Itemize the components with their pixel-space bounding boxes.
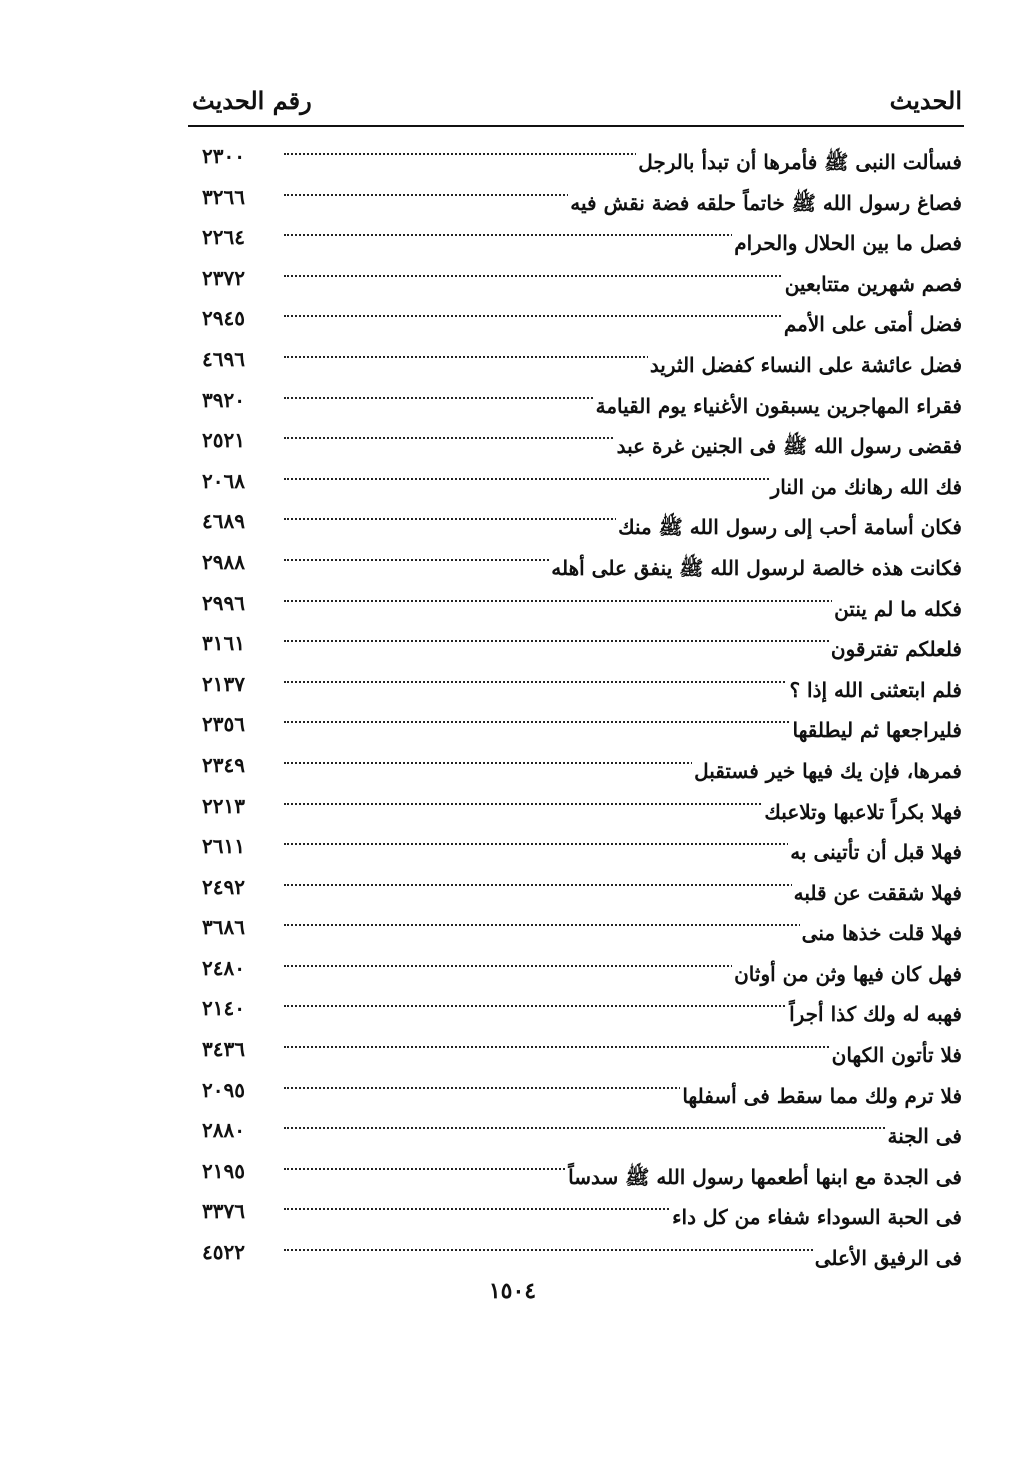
index-entry [190,996,962,1037]
hadith-number: ٣٣٧٦ [202,1199,245,1224]
hadith-number: ٢٣٤٩ [202,752,245,777]
index-entry [190,225,962,266]
hadith-text: فلم ابتعثنى الله إذا ؟ [789,677,962,702]
index-entry [190,834,962,875]
hadith-number-column-title: رقم الحديث [192,86,312,115]
hadith-text: فهلا بكراً تلاعبها وتلاعبك [764,799,962,824]
hadith-number: ٢٤٩٢ [202,874,245,899]
hadith-number: ٣٦٨٦ [202,915,245,940]
hadith-index-list [190,144,962,1281]
index-entry [190,672,962,713]
index-entry [190,144,962,185]
hadith-text: فى الحبة السوداء شفاء من كل داء [672,1205,962,1230]
hadith-number: ٢٢١٣ [202,793,245,818]
hadith-text: فهلا شققت عن قلبه [793,880,962,905]
index-entry [190,509,962,550]
index-entry [190,915,962,956]
hadith-text: فضل أمتى على الأمم [783,312,962,337]
index-entry [190,1199,962,1240]
hadith-text: فى الرفيق الأعلى [814,1246,962,1271]
index-entry [190,388,962,429]
hadith-number: ٢٠٦٨ [202,468,245,493]
hadith-text: فصل ما بين الحلال والحرام [734,231,962,256]
hadith-number: ٢٣٥٦ [202,712,245,737]
index-entry [190,875,962,916]
index-entry [190,1078,962,1119]
index-entry [190,712,962,753]
hadith-text: فهلا قبل أن تأتينى به [790,840,962,865]
hadith-text: فقراء المهاجرين يسبقون الأغنياء يوم القيامة [595,393,962,418]
hadith-text: فى الجنة [887,1124,962,1149]
hadith-number: ٤٥٢٢ [202,1240,245,1265]
hadith-number: ٢٠٩٥ [202,1077,245,1102]
dot-leader [284,1127,952,1129]
hadith-text: فى الجدة مع ابنها أطعمها رسول الله ﷺ سدساً [566,1165,962,1194]
index-entry [190,266,962,307]
hadith-number: ٣١٦١ [202,631,245,656]
hadith-number: ٢٢٦٤ [202,225,245,250]
index-entry [190,794,962,835]
index-entry [190,306,962,347]
index-entry [190,1037,962,1078]
hadith-text: فكانت هذه خالصة لرسول الله ﷺ ينفق على أهله [549,556,962,585]
hadith-text: فلا ترم ولك مما سقط فى أسفلها [682,1083,962,1108]
hadith-number: ٢٤٨٠ [202,955,245,980]
page-header [188,86,964,126]
hadith-text: فهلا قلت خذها منى [801,921,962,946]
hadith-number: ٤٦٨٩ [202,509,245,534]
hadith-text: فكله ما لم ينتن [834,596,962,621]
index-entry [190,469,962,510]
hadith-text: فليراجعها ثم ليطلقها [792,718,962,743]
hadith-number: ٣٢٦٦ [202,184,245,209]
hadith-text: فصم شهرين متتابعين [784,271,962,296]
hadith-number: ٢٣٧٢ [202,265,245,290]
hadith-text: فلا تأتون الكهان [831,1043,962,1068]
hadith-text: فسألت النبى ﷺ فأمرها أن تبدأ بالرجل [636,150,962,179]
header-divider [188,125,964,127]
index-entry [190,428,962,469]
hadith-number: ٣٤٣٦ [202,1037,245,1062]
index-entry [190,1118,962,1159]
index-entry [190,753,962,794]
hadith-number: ٢٨٨٠ [202,1118,245,1143]
hadith-text: فك الله رهانك من النار [770,474,962,499]
hadith-number: ٢١٩٥ [202,1158,245,1183]
index-entry [190,591,962,632]
hadith-number: ٤٦٩٦ [202,346,245,371]
index-entry [190,1159,962,1200]
hadith-number: ٢١٣٧ [202,671,245,696]
index-entry [190,550,962,591]
hadith-number: ٢٩٩٦ [202,590,245,615]
index-entry [190,185,962,226]
hadith-number: ٢١٤٠ [202,996,245,1021]
hadith-column-title: الحديث [889,86,962,115]
hadith-text: فقضى رسول الله ﷺ فى الجنين غرة عبد [615,434,962,463]
page-number: ١٥٠٤ [488,1278,537,1304]
hadith-number: ٣٩٢٠ [202,387,245,412]
hadith-text: فلعلكم تفترقون [830,637,962,662]
index-entry [190,1240,962,1281]
hadith-text: فهل كان فيها وثن من أوثان [734,961,962,986]
hadith-number: ٢٩٤٥ [202,306,245,331]
hadith-text: فمرها، فإن يك فيها خير فستقبل [694,758,962,783]
index-entry [190,631,962,672]
index-entry [190,347,962,388]
hadith-number: ٢٩٨٨ [202,549,245,574]
hadith-text: فصاغ رسول الله ﷺ خاتماً حلقه فضة نقش فيه [568,191,962,220]
hadith-text: فضل عائشة على النساء كفضل الثريد [649,352,962,377]
hadith-number: ٢٥٢١ [202,428,245,453]
hadith-number: ٢٣٠٠ [202,144,245,168]
hadith-text: فهبه له ولك كذا أجراً [789,1002,962,1027]
index-entry [190,956,962,997]
hadith-text: فكان أسامة أحب إلى رسول الله ﷺ منك [616,515,962,544]
hadith-number: ٢٦١١ [202,834,245,859]
